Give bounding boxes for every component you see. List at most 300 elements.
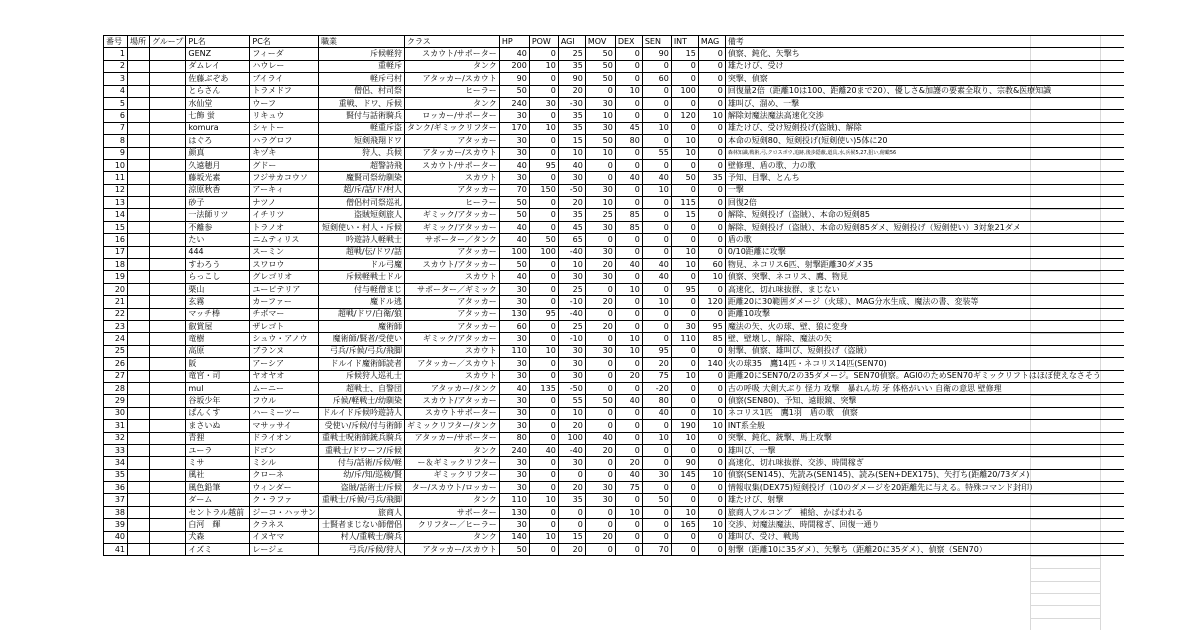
col-header-mov[interactable]: MOV [585,36,615,48]
cell-number[interactable]: 41 [104,544,128,556]
cell-location[interactable] [128,544,150,556]
cell-mov[interactable]: 30 [585,221,615,233]
cell-mag[interactable]: 0 [698,246,725,258]
cell-occupation[interactable]: ドル弓魔 [318,259,404,271]
cell-agi[interactable]: -50 [558,184,585,196]
cell-sen[interactable]: 70 [642,544,671,556]
cell-hp[interactable]: 40 [499,382,529,394]
cell-mov[interactable]: 10 [585,110,615,122]
cell-player-name[interactable]: ミサ [186,457,250,469]
cell-occupation[interactable]: 重戦士/ドワーフ/斥候 [318,444,404,456]
col-header-remarks[interactable]: 備考 [725,36,1124,48]
cell-mov[interactable]: 0 [585,85,615,97]
cell-number[interactable]: 4 [104,85,128,97]
cell-group[interactable] [150,531,186,543]
cell-occupation[interactable]: 吟遊詩人軽戦士 [318,234,404,246]
cell-hp[interactable]: 50 [499,85,529,97]
cell-occupation[interactable]: 斥候/軽戦士/幼馴染 [318,395,404,407]
cell-pow[interactable]: 0 [529,209,558,221]
cell-group[interactable] [150,358,186,370]
cell-remarks[interactable]: 回復2倍 [725,197,1124,209]
cell-int[interactable]: 0 [671,221,698,233]
cell-hp[interactable]: 30 [499,296,529,308]
cell-sen[interactable]: 0 [642,97,671,109]
cell-sen[interactable]: 0 [642,482,671,494]
cell-int[interactable]: 15 [671,48,698,60]
cell-player-name[interactable]: イズミ [186,544,250,556]
col-header-sen[interactable]: SEN [642,36,671,48]
cell-location[interactable] [128,221,150,233]
cell-sen[interactable]: 0 [642,234,671,246]
cell-sen[interactable]: 75 [642,370,671,382]
cell-hp[interactable]: 130 [499,506,529,518]
cell-mag[interactable]: 35 [698,172,725,184]
cell-class[interactable]: スカウト [404,271,499,283]
cell-number[interactable]: 10 [104,159,128,171]
cell-mag[interactable]: 0 [698,494,725,506]
cell-int[interactable]: 10 [671,246,698,258]
cell-occupation[interactable]: 超/斥/話/ド/村人 [318,184,404,196]
cell-player-name[interactable]: ユーラ [186,444,250,456]
cell-remarks[interactable]: 距離10攻撃 [725,308,1124,320]
cell-agi[interactable]: -10 [558,296,585,308]
cell-mov[interactable]: 0 [585,308,615,320]
cell-hp[interactable]: 50 [499,197,529,209]
cell-hp[interactable]: 40 [499,48,529,60]
cell-agi[interactable]: -50 [558,382,585,394]
cell-location[interactable] [128,122,150,134]
cell-int[interactable]: 90 [671,457,698,469]
cell-pc-name[interactable]: フジサカコウソ [250,172,319,184]
cell-pow[interactable]: 0 [529,85,558,97]
cell-class[interactable]: ロッカー/サポーター [404,110,499,122]
cell-player-name[interactable]: 風色鉛筆 [186,482,250,494]
cell-group[interactable] [150,407,186,419]
cell-agi[interactable]: 30 [558,271,585,283]
cell-group[interactable] [150,184,186,196]
cell-mag[interactable]: 0 [698,221,725,233]
cell-class[interactable]: タンク/ギミックリフター [404,122,499,134]
cell-dex[interactable]: 0 [615,234,642,246]
cell-dex[interactable]: 40 [615,172,642,184]
cell-group[interactable] [150,159,186,171]
cell-agi[interactable]: 35 [558,110,585,122]
cell-mag[interactable]: 0 [698,482,725,494]
cell-mov[interactable]: 50 [585,48,615,60]
cell-mag[interactable]: 0 [698,457,725,469]
cell-number[interactable]: 23 [104,320,128,332]
cell-int[interactable]: 0 [671,73,698,85]
cell-mov[interactable]: 30 [585,246,615,258]
cell-pow[interactable]: 0 [529,544,558,556]
cell-agi[interactable]: 30 [558,457,585,469]
cell-mag[interactable]: 0 [698,531,725,543]
cell-location[interactable] [128,506,150,518]
cell-pc-name[interactable]: イチリツ [250,209,319,221]
cell-number[interactable]: 27 [104,370,128,382]
cell-number[interactable]: 31 [104,420,128,432]
cell-class[interactable]: タンク [404,97,499,109]
cell-occupation[interactable]: 受使い/斥候/付与術師 [318,420,404,432]
cell-number[interactable]: 17 [104,246,128,258]
cell-player-name[interactable]: ダーム [186,494,250,506]
cell-mag[interactable]: 0 [698,234,725,246]
cell-player-name[interactable]: 藤坂光素 [186,172,250,184]
cell-hp[interactable]: 70 [499,184,529,196]
cell-dex[interactable]: 0 [615,271,642,283]
cell-sen[interactable]: 0 [642,85,671,97]
cell-sen[interactable]: 40 [642,271,671,283]
cell-group[interactable] [150,110,186,122]
cell-agi[interactable]: 15 [558,135,585,147]
cell-int[interactable]: 0 [671,494,698,506]
cell-mov[interactable]: 0 [585,506,615,518]
cell-pc-name[interactable]: マサッサイ [250,420,319,432]
cell-pow[interactable]: 0 [529,457,558,469]
cell-dex[interactable]: 20 [615,457,642,469]
cell-dex[interactable]: 10 [615,283,642,295]
cell-dex[interactable]: 20 [615,370,642,382]
cell-int[interactable]: 0 [671,308,698,320]
cell-dex[interactable]: 0 [615,320,642,332]
cell-agi[interactable]: -30 [558,97,585,109]
cell-int[interactable]: 190 [671,420,698,432]
cell-pow[interactable]: 10 [529,122,558,134]
cell-int[interactable]: 115 [671,197,698,209]
cell-remarks[interactable]: 射撃、偵察、雄叫び、短剣投げ（盗賊） [725,345,1124,357]
cell-class[interactable]: アタッカー [404,135,499,147]
cell-pow[interactable]: 0 [529,283,558,295]
cell-number[interactable]: 7 [104,122,128,134]
cell-location[interactable] [128,482,150,494]
cell-group[interactable] [150,345,186,357]
cell-hp[interactable]: 30 [499,482,529,494]
cell-sen[interactable]: 0 [642,519,671,531]
cell-occupation[interactable]: 賢付与話術騎兵 [318,110,404,122]
cell-group[interactable] [150,506,186,518]
cell-agi[interactable]: -40 [558,308,585,320]
cell-pc-name[interactable]: レージェ [250,544,319,556]
cell-hp[interactable]: 140 [499,531,529,543]
cell-pow[interactable]: 150 [529,184,558,196]
cell-number[interactable]: 30 [104,407,128,419]
cell-mag[interactable]: 140 [698,358,725,370]
cell-class[interactable]: タンク [404,494,499,506]
cell-mag[interactable]: 0 [698,382,725,394]
cell-class[interactable]: ギミックリフター/タンク [404,420,499,432]
cell-dex[interactable]: 40 [615,469,642,481]
cell-mag[interactable]: 0 [698,147,725,159]
cell-sen[interactable]: 40 [642,172,671,184]
cell-dex[interactable]: 0 [615,184,642,196]
cell-int[interactable]: 50 [671,172,698,184]
cell-hp[interactable]: 100 [499,246,529,258]
cell-hp[interactable]: 30 [499,469,529,481]
cell-mov[interactable]: 0 [585,159,615,171]
cell-occupation[interactable]: 魔術師 [318,320,404,332]
cell-mov[interactable]: 0 [585,382,615,394]
col-header-player-name[interactable]: PL名 [186,36,250,48]
cell-agi[interactable]: 0 [558,506,585,518]
cell-group[interactable] [150,420,186,432]
cell-occupation[interactable]: 魔賢司祭幼馴染 [318,172,404,184]
cell-occupation[interactable]: 斥候狩人巡礼士 [318,370,404,382]
cell-group[interactable] [150,283,186,295]
cell-occupation[interactable]: 盗賊短剣旅人 [318,209,404,221]
cell-pc-name[interactable]: フィーダ [250,48,319,60]
cell-sen[interactable]: 0 [642,531,671,543]
cell-remarks[interactable]: 森林知識,戦術,弓,クロスボウ,追跡,後歩隠蔽,道具,水,兵候5,27,狙い,俯瞰56 [725,147,1124,159]
cell-class[interactable]: ギミック/アタッカー [404,221,499,233]
cell-mag[interactable]: 0 [698,308,725,320]
cell-player-name[interactable]: mul [186,382,250,394]
cell-location[interactable] [128,259,150,271]
cell-class[interactable]: アタッカー/スカウト [404,73,499,85]
cell-group[interactable] [150,382,186,394]
cell-agi[interactable]: 25 [558,48,585,60]
cell-mag[interactable]: 0 [698,184,725,196]
cell-int[interactable]: 10 [671,432,698,444]
cell-dex[interactable]: 0 [615,519,642,531]
cell-agi[interactable]: 100 [558,432,585,444]
cell-dex[interactable]: 0 [615,73,642,85]
cell-int[interactable]: 120 [671,110,698,122]
cell-pc-name[interactable]: シャトー [250,122,319,134]
cell-pow[interactable]: 10 [529,60,558,72]
cell-pow[interactable]: 0 [529,407,558,419]
cell-mag[interactable]: 0 [698,345,725,357]
cell-sen[interactable]: 0 [642,246,671,258]
cell-pc-name[interactable]: トラメドフ [250,85,319,97]
cell-remarks[interactable]: INT系全般 [725,420,1124,432]
cell-hp[interactable]: 90 [499,73,529,85]
cell-number[interactable]: 24 [104,333,128,345]
cell-mov[interactable]: 30 [585,97,615,109]
cell-occupation[interactable]: 軽重斥盗 [318,122,404,134]
cell-location[interactable] [128,519,150,531]
cell-player-name[interactable]: セントラル越前 [186,506,250,518]
cell-number[interactable]: 15 [104,221,128,233]
cell-dex[interactable]: 0 [615,296,642,308]
cell-pc-name[interactable]: クローネ [250,469,319,481]
cell-occupation[interactable]: ドルイド魔術師読者 [318,358,404,370]
cell-occupation[interactable]: 魔ドル逃 [318,296,404,308]
cell-location[interactable] [128,345,150,357]
cell-pc-name[interactable]: ハウレー [250,60,319,72]
cell-remarks[interactable]: 射撃（距離10に35ダメ）、矢撃ち（距離20に35ダメ）、偵察（SEN70） [725,544,1124,556]
cell-remarks[interactable]: 情報収集(DEX75)短剣投げ（10のダメージを20距離先に与える。特殊コマンド封印） [725,482,1124,494]
cell-class[interactable]: スカウト [404,370,499,382]
cell-class[interactable]: サポーター [404,506,499,518]
cell-sen[interactable]: 60 [642,73,671,85]
cell-location[interactable] [128,382,150,394]
cell-sen[interactable]: 20 [642,358,671,370]
cell-sen[interactable]: 0 [642,221,671,233]
cell-player-name[interactable]: 阪 [186,358,250,370]
cell-agi[interactable]: 30 [558,370,585,382]
cell-agi[interactable]: 35 [558,60,585,72]
cell-pc-name[interactable]: ブランヌ [250,345,319,357]
cell-class[interactable]: スカウト/アタッカー [404,395,499,407]
cell-location[interactable] [128,147,150,159]
cell-int[interactable]: 10 [671,259,698,271]
col-header-hp[interactable]: HP [499,36,529,48]
cell-location[interactable] [128,246,150,258]
cell-location[interactable] [128,432,150,444]
cell-class[interactable]: サポーター／タンク [404,234,499,246]
cell-class[interactable]: ター/スカウト/ロッカー [404,482,499,494]
cell-occupation[interactable]: 旅商人 [318,506,404,518]
cell-location[interactable] [128,97,150,109]
cell-mag[interactable]: 0 [698,544,725,556]
cell-group[interactable] [150,544,186,556]
col-header-agi[interactable]: AGI [558,36,585,48]
cell-dex[interactable]: 0 [615,48,642,60]
cell-sen[interactable]: -20 [642,382,671,394]
cell-remarks[interactable]: ネコリス1匹 鷹1羽 盾の歌 偵察 [725,407,1124,419]
cell-mag[interactable]: 0 [698,85,725,97]
cell-int[interactable]: 10 [671,370,698,382]
cell-pow[interactable]: 0 [529,320,558,332]
cell-class[interactable]: タンク [404,444,499,456]
cell-player-name[interactable]: 青狸 [186,432,250,444]
cell-agi[interactable]: -40 [558,246,585,258]
cell-player-name[interactable]: 高原 [186,345,250,357]
cell-mov[interactable]: 50 [585,73,615,85]
cell-group[interactable] [150,469,186,481]
cell-mov[interactable]: 50 [585,60,615,72]
cell-occupation[interactable]: 重戦士呪術師銃兵騎兵 [318,432,404,444]
cell-dex[interactable]: 0 [615,97,642,109]
cell-remarks[interactable]: 距離20に30範囲ダメージ（火球）、MAG分水生成、魔法の書、変装等 [725,296,1124,308]
cell-hp[interactable]: 30 [499,333,529,345]
cell-pc-name[interactable]: リキュウ [250,110,319,122]
cell-number[interactable]: 33 [104,444,128,456]
cell-sen[interactable]: 0 [642,457,671,469]
cell-pow[interactable]: 0 [529,271,558,283]
cell-remarks[interactable]: 偵察、突撃、ネコリス、鷹、物見 [725,271,1124,283]
cell-location[interactable] [128,333,150,345]
cell-int[interactable]: 0 [671,358,698,370]
cell-int[interactable]: 0 [671,60,698,72]
cell-pow[interactable]: 0 [529,197,558,209]
cell-pc-name[interactable]: ハラグロフ [250,135,319,147]
cell-remarks[interactable]: 回復量2倍（距離10は100、距離20まで20）、優しさ&加護の要素全取り、宗教&医療知識 [725,85,1124,97]
cell-mag[interactable]: 0 [698,283,725,295]
cell-remarks[interactable]: 物見、ネコリス6匹、射撃距離30ダメ35 [725,259,1124,271]
cell-location[interactable] [128,283,150,295]
cell-sen[interactable]: 0 [642,209,671,221]
cell-occupation[interactable]: 重戦、ドワ、斥候 [318,97,404,109]
cell-location[interactable] [128,271,150,283]
cell-pc-name[interactable]: ドゴン [250,444,319,456]
cell-int[interactable]: 30 [671,320,698,332]
cell-mag[interactable]: 10 [698,469,725,481]
cell-player-name[interactable]: とらさん [186,85,250,97]
cell-number[interactable]: 36 [104,482,128,494]
cell-agi[interactable]: 15 [558,531,585,543]
cell-agi[interactable]: 10 [558,147,585,159]
cell-pc-name[interactable]: シュウ・アノウ [250,333,319,345]
cell-location[interactable] [128,184,150,196]
cell-hp[interactable]: 50 [499,259,529,271]
cell-dex[interactable]: 0 [615,494,642,506]
cell-dex[interactable]: 0 [615,544,642,556]
cell-class[interactable]: スカウト/サポーター [404,48,499,60]
cell-dex[interactable]: 10 [615,345,642,357]
cell-hp[interactable]: 40 [499,234,529,246]
cell-remarks[interactable]: 突撃、鈍化、銃撃、馬上攻撃 [725,432,1124,444]
cell-location[interactable] [128,407,150,419]
col-header-location[interactable]: 場所 [128,36,150,48]
cell-pow[interactable]: 10 [529,531,558,543]
cell-int[interactable]: 0 [671,531,698,543]
cell-occupation[interactable]: 狩人、兵候 [318,147,404,159]
cell-pc-name[interactable]: スーミン [250,246,319,258]
cell-agi[interactable]: 55 [558,395,585,407]
cell-class[interactable]: ー＆ギミックリフター [404,457,499,469]
cell-class[interactable]: クリフター／ヒーラー [404,519,499,531]
cell-pc-name[interactable]: チボマー [250,308,319,320]
cell-player-name[interactable]: 栗山 [186,283,250,295]
cell-player-name[interactable]: 颜真 [186,147,250,159]
cell-agi[interactable]: 35 [558,494,585,506]
cell-pc-name[interactable]: フウル [250,395,319,407]
cell-pow[interactable]: 0 [529,172,558,184]
cell-location[interactable] [128,234,150,246]
cell-location[interactable] [128,296,150,308]
cell-int[interactable]: 15 [671,209,698,221]
cell-remarks[interactable]: 魔法の矢、火の球、壁、狼に変身 [725,320,1124,332]
cell-agi[interactable]: 30 [558,345,585,357]
cell-agi[interactable]: -40 [558,444,585,456]
cell-hp[interactable]: 130 [499,308,529,320]
col-header-int[interactable]: INT [671,36,698,48]
cell-mag[interactable]: 0 [698,395,725,407]
cell-sen[interactable]: 90 [642,48,671,60]
cell-sen[interactable]: 10 [642,184,671,196]
cell-dex[interactable]: 0 [615,246,642,258]
cell-sen[interactable]: 95 [642,345,671,357]
cell-pc-name[interactable]: ブイライ [250,73,319,85]
cell-number[interactable]: 14 [104,209,128,221]
cell-mov[interactable]: 25 [585,209,615,221]
cell-hp[interactable]: 30 [499,370,529,382]
cell-group[interactable] [150,48,186,60]
cell-player-name[interactable]: 一法師リツ [186,209,250,221]
cell-agi[interactable]: 20 [558,544,585,556]
cell-dex[interactable]: 75 [615,482,642,494]
cell-group[interactable] [150,246,186,258]
cell-mov[interactable]: 20 [585,296,615,308]
cell-number[interactable]: 29 [104,395,128,407]
cell-pow[interactable]: 10 [529,345,558,357]
cell-mov[interactable]: 0 [585,519,615,531]
cell-dex[interactable]: 0 [615,110,642,122]
cell-number[interactable]: 39 [104,519,128,531]
cell-class[interactable]: スカウト [404,345,499,357]
cell-occupation[interactable]: 魔術師/賢者/受使い [318,333,404,345]
cell-pow[interactable]: 100 [529,246,558,258]
cell-hp[interactable]: 30 [499,358,529,370]
cell-pc-name[interactable]: ミシル [250,457,319,469]
cell-remarks[interactable]: 解除、短剣投げ（盗賊）、本命の短剣85 [725,209,1124,221]
cell-occupation[interactable]: 短剣使い・村人・斥候 [318,221,404,233]
cell-number[interactable]: 34 [104,457,128,469]
cell-group[interactable] [150,147,186,159]
cell-occupation[interactable]: 士賢者まじない師僧侶 [318,519,404,531]
cell-player-name[interactable]: 風社 [186,469,250,481]
